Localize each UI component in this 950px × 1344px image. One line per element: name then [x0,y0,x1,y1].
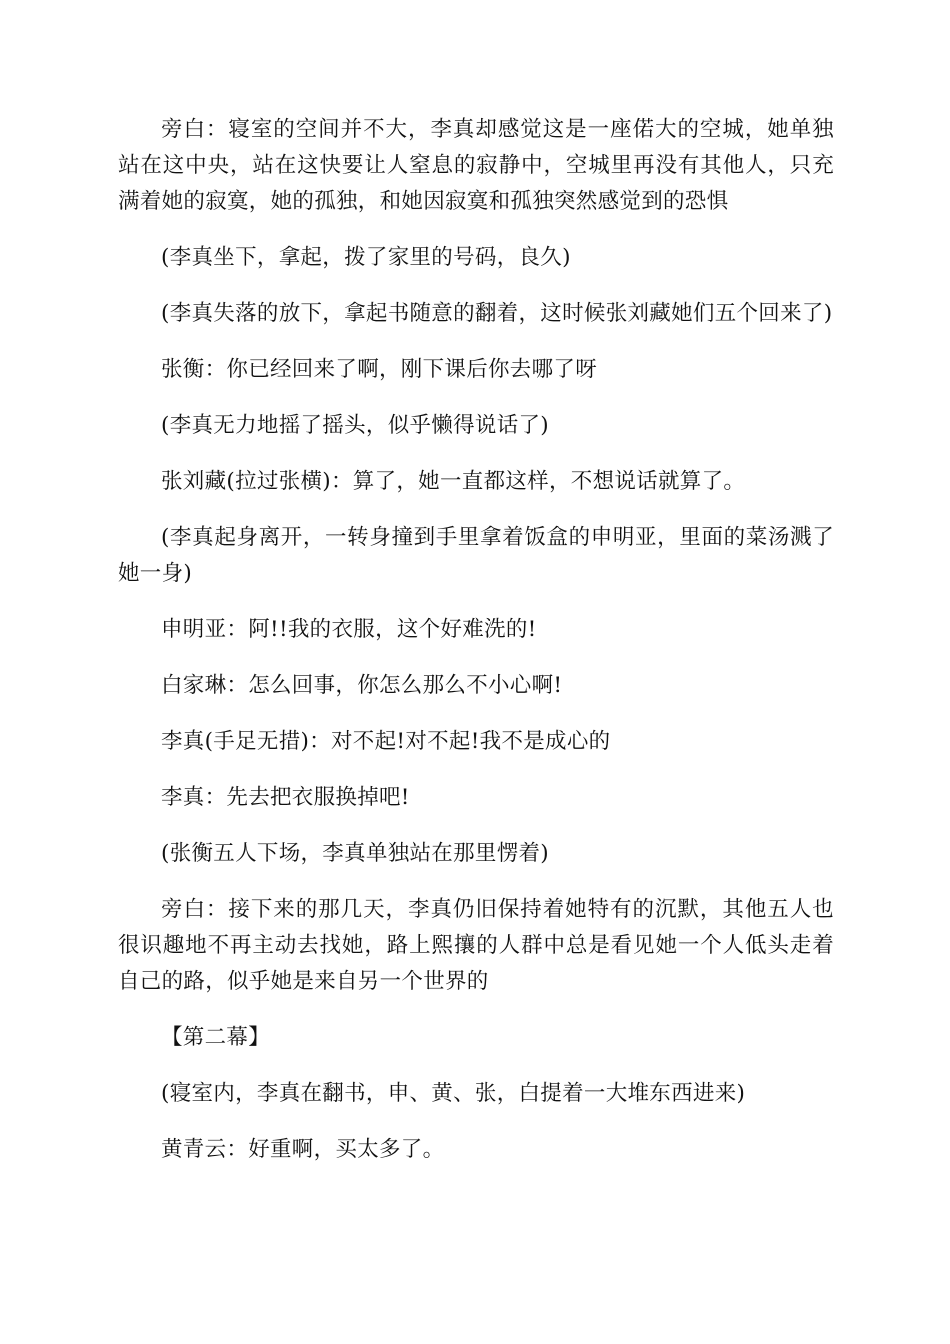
stage-direction: (张衡五人下场，李真单独站在那里愣着) [161,841,549,866]
dialogue-line: 白家琳：怎么回事，你怎么那么不小心啊! [161,673,563,698]
stage-direction: (寝室内，李真在翻书，申、黄、张，白提着一大堆东西进来) [161,1081,746,1106]
dialogue-line: 申明亚：阿!!我的衣服，这个好难洗的! [161,617,537,642]
stage-direction: (李真失落的放下，拿起书随意的翻着，这时候张刘藏她们五个回来了) [161,301,833,326]
narration-paragraph: 旁白：寝室的空间并不大，李真却感觉这是一座偌大的空城，她单独站在这中央，站在这快要让人窒息的寂静中，空城里再没有其他人，只充满着她的寂寞，她的孤独，和她因寂寞和孤独突然感觉到的恐惧 [118,117,834,214]
dialogue-line: 李真(手足无措)：对不起!对不起!我不是成心的 [161,729,611,754]
stage-direction: (李真坐下，拿起，拨了家里的号码，良久) [161,245,571,270]
stage-direction: (李真起身离开，一转身撞到手里拿着饭盒的申明亚，里面的菜汤溅了她一身) [118,525,834,586]
dialogue-line: 张衡：你已经回来了啊，刚下课后你去哪了呀 [161,357,598,382]
dialogue-line: 李真：先去把衣服换掉吧! [161,785,410,810]
act-heading: 【第二幕】 [161,1025,271,1050]
dialogue-line: 张刘藏(拉过张横)：算了，她一直都这样，不想说话就算了。 [161,469,746,494]
dialogue-line: 黄青云：好重啊，买太多了。 [161,1137,445,1162]
stage-direction: (李真无力地摇了摇头，似乎懒得说话了) [161,413,549,438]
script-body [118,112,834,1188]
narration-paragraph: 旁白：接下来的那几天，李真仍旧保持着她特有的沉默，其他五人也很识趣地不再主动去找她，路上熙攘的人群中总是看见她一个人低头走着自己的路，似乎她是来自另一个世界的 [118,897,834,994]
